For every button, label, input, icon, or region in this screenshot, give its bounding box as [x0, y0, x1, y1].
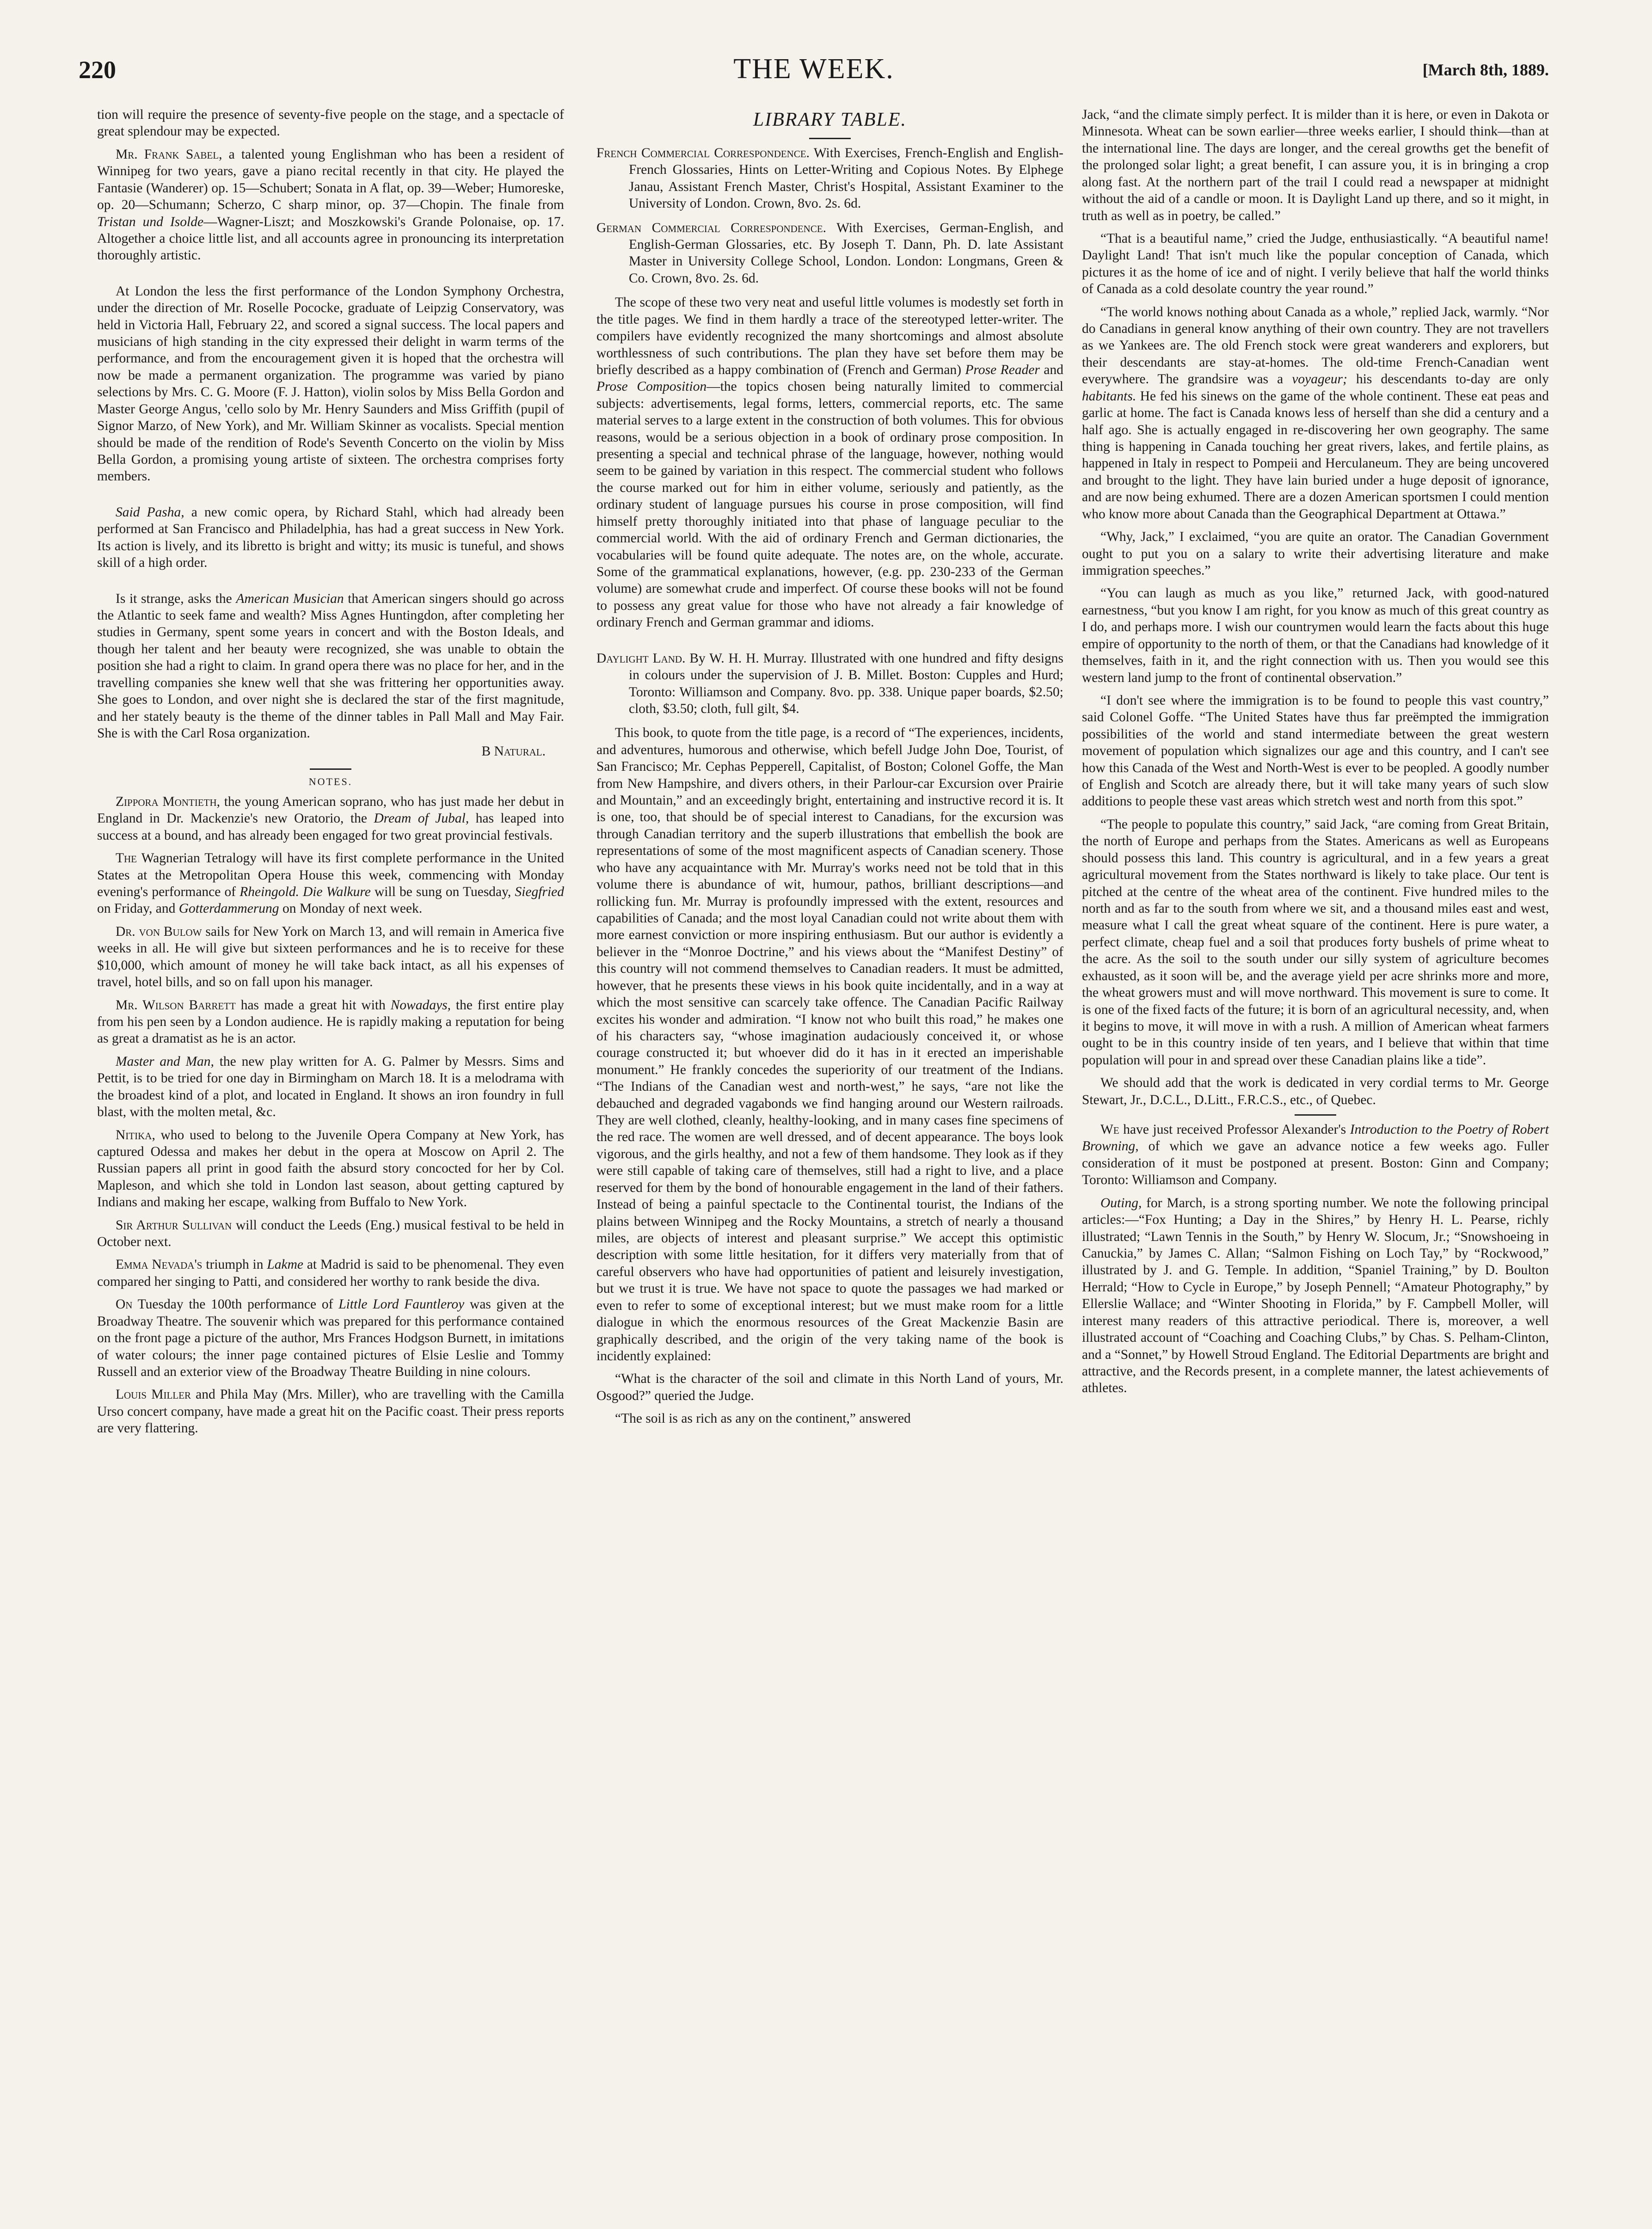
- text-run: the first entire play from his pen seen by a London audience. He is rapidly making a reputation for being as great a dramatist as he is an actor.: [97, 997, 564, 1046]
- lead-in: Emma Nevada's: [116, 1257, 203, 1272]
- note-item: [97, 850, 564, 917]
- lead-in: We: [1100, 1122, 1119, 1137]
- text-run: By W. H. H. Murray. Illustrated with one hundred and fifty designs in colours under the supervision of J. B. Millet. Boston: Cupples and Hurd; Toronto: Williamson and Company. 8vo. pp. 338. Unique paper boards, $2.50; cloth, $3.50; cloth, full gilt, $4.: [629, 651, 1063, 716]
- italic-title: Prose Reader: [965, 362, 1040, 377]
- italic-title: Dream of Jubal,: [374, 811, 469, 826]
- review-paragraph: [1082, 1121, 1549, 1189]
- text-run: sails for New York on March 13, and will remain in America five weeks in all. He will give but sixteen performances and he is to receive for these $10,000, which amount of money he will take back intact, as all his expenses of travel, hotel bills, and so on fall upon his manager.: [97, 924, 564, 990]
- review-paragraph: We should add that the work is dedicated in very cordial terms to Mr. George Stewart, Jr., D.C.L., D.Litt., F.R.C.S., etc., of Quebec.: [1082, 1075, 1549, 1107]
- note-item: [97, 997, 564, 1047]
- review-paragraph: [596, 294, 1063, 631]
- lead-in: Zippora Montieth,: [116, 794, 221, 809]
- review-paragraph: This book, to quote from the title page, is a record of “The experiences, incidents, and adventures, humorous and otherwise, which befell Judge John Doe, Tourist, of San Francisco; Mr. Cephas Pepperell, Capitalist, of Boston; Colonel Goffe, the Man from New Hampshire, and divers others, in their Parlour-car Excursion over Prairie and Mountain,” and an exceedingly bright, entertaining and instructive record it is. It is one, too, that should be of special interest to Canadians, for the excursion was through Canadian territory and the superb illustrations that embellish the book are representations of some of the most magnificent aspects of Canadian scenery. Those who have any acquaintance with Mr. Murray's works need not be told that in this volume there is abundance of wit, humour, pathos, brilliant descriptions—and rollicking fun. Mr. Murray is profoundly impressed with the extent, resources and capabilities of Canada; and the most loyal Canadian could not write about them with more earnest conviction or more inspiring enthusiasm. But our author is evidently a believer in the “Monroe Doctrine,” and his views about the “Manifest Destiny” of this country will not commend themselves to Canadian readers. It must be admitted, however, that he presents these views in his book quite incidentally, and in a way at which the most sensitive can scarcely take offence. The Canadian Pacific Railway excites his wonder and admiration. “I know not who built this road,” he makes one of his characters say, “whose imagination audaciously conceived it, or whose courage constructed it; but whoever did do it has in it erected an imperishable monument.” He frankly concedes the superiority of our treatment of the Indians. “The Indians of the Canadian west and north-west,” he says, “are not like the debauched and degraded vagabonds we find hanging around our Western railroads. They are well clothed, cleanly, healthy-looking, and in many cases fine specimens of the red race. The women are well dressed, and of decent appearance. The boys look vigorous, and the girls healthy, and not a few of them handsome. They look as if they were still capable of taking care of themselves, still had a right to live, and a place reserved for them by the bond of honourable engagement in the land of their fathers. Instead of being a painful spectacle to the Continental tourist, the Indians of the plains between Winnipeg and the Rocky Mountains, a stretch of nearly a thousand miles, are objects of interest and pleasant surprise.” We accept this optimistic description with some little hesitation, for it differs very materially from that of careful observers who have had opportunities of patient and leisurely investigation, but we trust it is true. We have not space to quote the passages we had marked or even to refer to some of exceptional interest; but we must make room for a little dialogue in which the enormous resources of the Great Mackenzie Basin are graphically described, and the origin of the very taking name of the book is incidently explained:: [596, 725, 1063, 1363]
- text-run: his descendants to-day are only: [1347, 372, 1549, 387]
- column-3: [1082, 106, 1549, 1403]
- text-run: With Exercises, French-English and English-French Glossaries, Hints on Letter-Writing and Copious Notes. By Elphege Janau, Assistant French Master, Christ's Hospital, Assistant Examiner to the University of London. Crown, 8vo. 2s. 6d.: [629, 145, 1063, 211]
- issue-date: [March 8th, 1889.: [1422, 61, 1549, 79]
- italic-title: Gotterdammerung: [178, 901, 279, 916]
- lead-in: Mr. Wilson Barrett: [116, 997, 236, 1013]
- library-table-heading: LIBRARY TABLE.: [753, 109, 907, 130]
- book-listing: [596, 220, 1063, 287]
- paragraph: tion will require the presence of seventy-five people on the stage, and a spectacle of great splendour may be expected.: [97, 107, 564, 139]
- signature: B Natural.: [481, 744, 546, 759]
- text-run: triumph in: [202, 1257, 267, 1272]
- text-run: on Monday of next week.: [279, 901, 423, 916]
- italic-word: habitants.: [1082, 388, 1136, 404]
- text-run: —the topics chosen being naturally limited to commercial subjects: advertisements, legal forms, letters, commercial reports, etc. The same material serves to a large extent in the construction of both volumes. This for obvious reasons, would be a serious objection in a book of ordinary prose composition. In presenting a special and technical phrase of the language, however, nothing would seem to be gained by variation in this respect. The commercial student who follows the course marked out for him in either volume, seriously and patiently, as the ordinary student of language pursues his course in prose composition, will find himself pretty thoroughly initiated into that phase of language peculiar to the commercial world. With the aid of ordinary French and German dictionaries, the vocabularies will be found quite adequate. The notes are, on the whole, accurate. Some of the grammatical explanations, however, (e.g. pp. 230-233 of the German volume) are somewhat crude and imperfect. Of course these books will not be found to possess any great value for those who have not already a fair knowledge of ordinary French and German grammar and idioms.: [596, 379, 1063, 630]
- page-number: 220: [79, 56, 116, 84]
- note-item: [97, 1053, 564, 1121]
- italic-title: Prose Composition: [596, 379, 707, 394]
- note-item: [97, 1256, 564, 1290]
- book-title: French Commercial Correspondence.: [596, 145, 810, 160]
- lead-in: The: [116, 851, 137, 866]
- paragraph: At London the less the first performance of the London Symphony Orchestra, under the direction of Mr. Roselle Pococke, graduate of Leipzig Conservatory, was held in Victoria Hall, February 22, and scored a signal success. The local papers and musicians of high standing in the city expressed their delight in warm terms of the performance, and from the encouragement given it is hoped that the orchestra will now be made a permanent organization. The programme was varied by piano selections by Mrs. C. G. Moore (F. J. Hatton), violin solos by Miss Bella Gordon and Master George Angus, 'cello solo by Mr. Henry Saunders and Miss Griffith (pupil of Signor Marzo, of New York), and Mr. William Skinner as vocalists. Special mention should be made of the rendition of Rode's Seventh Concerto on the violin by Miss Bella Gordon, a promising young artiste of sixteen. The orchestra comprises forty members.: [97, 283, 564, 484]
- paragraph: [97, 146, 564, 264]
- text-run: has leaped into success at a bound, and has already been engaged for two great provincial festivals.: [97, 811, 564, 843]
- text-run: will be sung on Tuesday,: [370, 884, 515, 900]
- text-run: have just received Professor Alexander's: [1119, 1122, 1350, 1137]
- notes-heading: NOTES.: [308, 775, 353, 787]
- page-header: [79, 55, 1549, 106]
- text-run: has made a great hit with: [235, 997, 391, 1013]
- note-item: [97, 1127, 564, 1211]
- column-1: [97, 106, 564, 1443]
- italic-word: voyageur;: [1292, 372, 1347, 387]
- quote-paragraph: “You can laugh as much as you like,” returned Jack, with good-natured earnestness, “but you know I am right, for you know as much of this great country as I do, and perhaps more. I wish our countrymen would learn the facts about this huge empire of opportunity to the north of them, or that the Canadians had knowledge of it themselves, faith in it, and the right connection with us. Then you would see this western land jump to the front of continental observation.”: [1082, 586, 1549, 685]
- book-title: Daylight Land.: [596, 651, 686, 666]
- section-rule: [809, 138, 851, 139]
- text-run: Tuesday the 100th performance of: [132, 1297, 339, 1312]
- text-run: the new play written for A. G. Palmer by Messrs. Sims and Pettit, is to be tried for one day in Birmingham on March 18. It is a melodrama with the broadest kind of a plot, and located in England. It shows an iron foundry in full blast, with the molten metal, &c.: [97, 1054, 564, 1120]
- text-run: at Madrid is said to be phenomenal. They even compared her singing to Patti, and considered her worthy to rank beside the diva.: [97, 1257, 564, 1289]
- newspaper-page: [79, 51, 1549, 2219]
- quote-paragraph: “The people to populate this country,” said Jack, “are coming from Great Britain, the north of Europe and perhaps from the States. Americans as well as Europeans should possess this land. This country is agricultural, and in a few years a great agricultural movement from the States northward is likely to take place. Our tent is pitched at the centre of the wheat area of the continent. Five hundred miles to the north and as far to the south from where we sit, and a thousand miles east and west, measure what I call the great wheat square of the continent. Here is pure water, a perfect climate, cheap fuel and a soil that produces forty bushels of prime wheat to the acre. As the soil to the south under our silly system of agriculture becomes exhausted, as it soon will be, and the average yield per acre shrinks more and more, the wheat growers must and will move northward. This movement is sure to come. It is one of the fixed facts of the future; it is born of an agricultural necessity, and, when it begins to move, it will move in with a rush. A million of American wheat farmers ought to be in this country inside of ten years, and I believe that within that time population will pour in and spread over these Canadian plains like a tide”.: [1082, 817, 1549, 1068]
- book-listing: [596, 650, 1063, 718]
- note-item: [97, 1296, 564, 1380]
- italic-title: Siegfried: [515, 884, 565, 900]
- text-run: for March, is a strong sporting number. We note the following principal articles:—“Fox Hunting; a Day in the Shires,” by Henry H. L. Pearse, richly illustrated; “Lawn Tennis in the South,” by Henry W. Slocum, Jr.; “Snowshoeing in Canuckia,” by James C. Allan; “Salmon Fishing on Loch Tay,” by “Rockwood,” illustrated by J. and G. Temple. In addition, “Spaniel Training,” by D. Boulton Herrald; “How to Cycle in Europe,” by Joseph Pennell; “Amateur Photography,” by Ellerslie Wallace; and “Winter Shooting in Florida,” by F. Campbell Moller, will interest many readers of this attractive periodical. There is, moreover, a well illustrated account of “Coaching and Coaching Clubs,” by Chas. S. Pelham-Clinton, and a “Sonnet,” by Howell Stroud England. The Editorial Departments are bright and attractive, and the Records present, in a complete manner, the latest achievements of athletes.: [1082, 1195, 1549, 1396]
- text-run: will conduct the Leeds (Eng.) musical festival to be held in October next.: [97, 1217, 564, 1250]
- italic-title: Lakme: [267, 1257, 303, 1272]
- text-run: He fed his sinews on the game of the whole continent. These eat peas and garlic at home. The fact is Canada knows less of herself than she did a century and a half ago. She is actually engaged in re-discovering her own geography. The same thing is happening in Canada touching her great rivers, lakes, and fertile plains, as happened in Italy in respect to Pompeii and Herculaneum. They are being uncovered and brought to the light. They have lain buried under a huge deposit of ignorance, and are now being exhumed. There are a dozen American sportsmen I could mention who know more about Canada than the Geographical Department at Ottawa.”: [1082, 388, 1549, 522]
- text-run: “The world knows nothing about Canada as a whole,” replied Jack, warmly. “Nor do Canadians in general know anything of their own country. They are not travellers as we Yankees are. The old French stock were great wanderers and explorers, but their descendants are stay-at-homes. The old-time French-Canadian went everywhere. The grandsire was a: [1082, 304, 1549, 387]
- lead-in: Sir Arthur Sullivan: [116, 1217, 232, 1233]
- text-run: Wagnerian Tetralogy will have its first complete performance in the United States at the Metropolitan Opera House this week, commencing with Monday evening's performance of: [97, 851, 564, 900]
- book-title: German Commercial Correspondence.: [596, 220, 827, 235]
- review-paragraph: “The soil is as rich as any on the continent,” answered: [615, 1411, 911, 1426]
- book-listing: [596, 145, 1063, 212]
- masthead-title: THE WEEK.: [733, 53, 894, 85]
- note-item: [97, 923, 564, 991]
- italic-title: Rheingold. Die Walkure: [240, 884, 371, 900]
- italic-title: Little Lord Fauntleroy: [338, 1297, 465, 1312]
- text-run: and: [1039, 362, 1064, 377]
- review-paragraph: “What is the character of the soil and climate in this North Land of yours, Mr. Osgood?” queried the Judge.: [596, 1371, 1063, 1403]
- note-item: [97, 1217, 564, 1251]
- text-run: With Exercises, German-English, and English-German Glossaries, etc. By Joseph T. Dann, Ph. D. late Assistant Master in University College School, London. London: Longmans, Green & Co. Crown, 8vo. 2s. 6d.: [629, 220, 1063, 286]
- column-2: [596, 106, 1063, 1433]
- quote-paragraph: “I don't see where the immigration is to be found to people this vast country,” said Colonel Goffe. “The United States have thus far preëmpted the immigration possibilities of the world and stand intermediate between the great western movement of population which signalizes our age and this country, and I can't see how this Canada of the West and North-West is ever to be peopled. A goodly number of English and Scotch are already there, but it will take many years of such slow additions to people these vast areas which stretch west and north from this spot.”: [1082, 693, 1549, 809]
- text-run: on Friday, and: [97, 901, 179, 916]
- text-run: the young American soprano, who has just made her debut in England in Dr. Mackenzie's new Oratorio, the: [97, 794, 564, 826]
- quote-paragraph: “Why, Jack,” I exclaimed, “you are quite an orator. The Canadian Government ought to put you on a salary to write their advertising literature and make immigration speeches.”: [1082, 529, 1549, 578]
- lead-in: Louis Miller: [116, 1387, 191, 1402]
- text-run: who used to belong to the Juvenile Opera Company at New York, has captured Odessa and makes her debut in the opera at Moscow on April 2. The Russian papers all print in good faith the absurd story concocted for her by Col. Mapleson, and which she told in London last season, about getting captured by Indians and making her escape, walking from Buffalo to New York.: [97, 1127, 564, 1210]
- text-run: a new comic opera, by Richard Stahl, which had already been performed at San Francisco and Philadelphia, has had a great success in New York. Its action is lively, and its libretto is bright and witty; its music is tuneful, and shows skill of a high order.: [97, 504, 564, 571]
- italic-title: Master and Man,: [116, 1054, 214, 1069]
- text-run: of which we gave an advance notice a few weeks ago. Fuller consideration of it must be postponed at present. Boston: Ginn and Company; Toronto: Williamson and Company.: [1082, 1139, 1549, 1188]
- text-run: Is it strange, asks the: [116, 591, 236, 606]
- italic-title: Tristan und Isolde: [97, 214, 204, 229]
- quote-paragraph: Jack, “and the climate simply perfect. It is milder than it is here, or even in Dakota or Minnesota. Wheat can be sown earlier—three weeks earlier, I should think—than at the international line. The days are longer, and the cereal growths get the benefit of the prolonged solar light; a great benefit, I can assure you, it is in bringing a crop along fast. At the northern part of the trail I could read a newspaper at midnight without the aid of a candle or moon. It is Daylight Land up there, and so it might, in truth as well as in poetry, be called.”: [1082, 107, 1549, 223]
- review-paragraph: [1082, 1195, 1549, 1397]
- note-item: [97, 1386, 564, 1437]
- note-item: [97, 793, 564, 844]
- italic-title: Said Pasha,: [116, 504, 184, 520]
- text-run: was given at the Broadway Theatre. The souvenir which was prepared for this performance contained on the front page a picture of the author, Mrs Frances Hodgson Burnett, in imitations of water colours; the inner page contained pictures of Elsie Leslie and Tommy Russell and an exterior view of the Broadway Theatre Building in nine colours.: [97, 1297, 565, 1379]
- text-run: and Phila May (Mrs. Miller), who are travelling with the Camilla Urso concert company, have made a great hit on the Pacific coast. Their press reports are very flattering.: [97, 1387, 564, 1436]
- text-run: that American singers should go across the Atlantic to seek fame and wealth? Miss Agnes Huntingdon, after completing her studies in Germany, spent some years in concert and with the Boston Ideals, and though her talent and her beauty were recognized, she was unable to obtain the position she had a right to claim. In grand opera there was no place for her, and in the travelling companies she knew well that she was frittering her opportunities away. She goes to London, and over night she is declared the star of the first magnitude, and her stately beauty is the theme of the dinner tables in Pall Mall and May Fair. She is with the Carl Rosa organization.: [97, 591, 564, 741]
- lead-in: On: [116, 1297, 133, 1312]
- lead-in: Dr. von Bulow: [116, 924, 202, 939]
- quote-paragraph: [1082, 304, 1549, 522]
- paragraph: [97, 590, 564, 742]
- italic-title: American Musician: [236, 591, 344, 606]
- paragraph: [97, 504, 564, 571]
- italic-title: Nowadays,: [390, 997, 451, 1013]
- text-run: a talented young Englishman who has been a resident of Winnipeg for two years, gave a piano recital recently in that city. He played the Fantasie (Wanderer) op. 15—Schubert; Sonata in A flat, op. 39—Weber; Humoreske, op. 20—Schumann; Scherzo, C sharp minor, op. 37—Chopin. The finale from: [97, 147, 564, 213]
- italic-title: Introduction to the Poetry of Robert Browning,: [1082, 1122, 1549, 1154]
- text-run: The scope of these two very neat and useful little volumes is modestly set forth in the title pages. We find in them hardly a trace of the stereotyped letter-writer. The compilers have evidently recognized the many shortcomings and almost absolute worthlessness of such contributions. The plan they have set before them may be briefly described as a happy combination of (French and German): [596, 295, 1063, 377]
- lead-in: Mr. Frank Sabel,: [116, 147, 222, 162]
- section-rule: [1295, 1114, 1336, 1116]
- quote-paragraph: “That is a beautiful name,” cried the Judge, enthusiastically. “A beautiful name! Daylight Land! That isn't much like the popular conception of Canada, which pictures it as the home of ice and of night. I verily believe that half the world thinks of Canada as a cold desolate country the year round.”: [1082, 231, 1549, 297]
- italic-title: Outing,: [1100, 1195, 1142, 1210]
- text-run: —Wagner-Liszt; and Moszkowski's Grande Polonaise, op. 17. Altogether a choice little list, and all accounts agree in pronouncing its interpretation thoroughly artistic.: [97, 214, 564, 263]
- section-rule: [310, 768, 351, 770]
- lead-in: Nitika,: [116, 1127, 155, 1142]
